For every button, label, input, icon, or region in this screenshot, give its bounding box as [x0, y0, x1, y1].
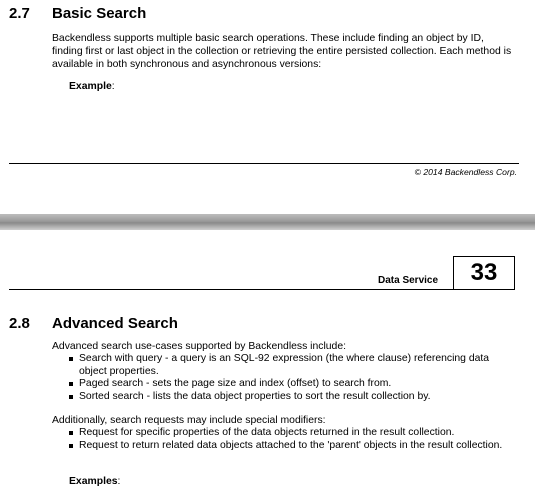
examples-label-colon: :: [117, 476, 121, 487]
list-item: Search with query - a query is an SQL-92 expression (the where clause) referencing data object properties.: [69, 353, 509, 378]
modifiers-intro: Additionally, search requests may include special modifiers:: [52, 415, 326, 426]
list-item: Request for specific properties of the data objects returned in the result collection.: [69, 427, 519, 440]
example-label: [69, 81, 115, 92]
list-item: Request to return related data objects attached to the 'parent' objects in the result collection.: [69, 440, 519, 453]
page-separator: [0, 214, 535, 230]
page-number-box: [453, 256, 515, 290]
footer-rule: [9, 163, 519, 164]
section-intro: Advanced search use-cases supported by Backendless include:: [52, 341, 346, 352]
examples-label: [69, 476, 120, 487]
list-item: Sorted search - lists the data object properties to sort the result collection by.: [69, 391, 509, 404]
use-case-list: [69, 353, 509, 403]
header-rule: [9, 289, 454, 290]
section-number: 2.7: [9, 5, 30, 22]
section-title: Advanced Search: [52, 315, 178, 332]
examples-label-text: Examples: [69, 476, 118, 487]
section-title: Basic Search: [52, 5, 147, 22]
page-number: 33: [470, 259, 498, 286]
section-number: 2.8: [9, 315, 30, 332]
running-header: Data Service: [378, 275, 439, 286]
modifier-list: [69, 427, 519, 452]
page-top: [0, 0, 535, 214]
section-intro: Backendless supports multiple basic search operations. These include finding an object by ID, finding first or last object in the collection or retrieving the entire persisted collection. Each method is available in both synchronous and asynchronous versions:: [52, 33, 512, 70]
page-bottom: [0, 230, 535, 500]
footer-copyright: © 2014 Backendless Corp.: [414, 167, 517, 177]
list-item: Paged search - sets the page size and index (offset) to search from.: [69, 378, 509, 391]
example-label-text: Example: [69, 81, 112, 92]
example-label-colon: :: [111, 81, 115, 92]
